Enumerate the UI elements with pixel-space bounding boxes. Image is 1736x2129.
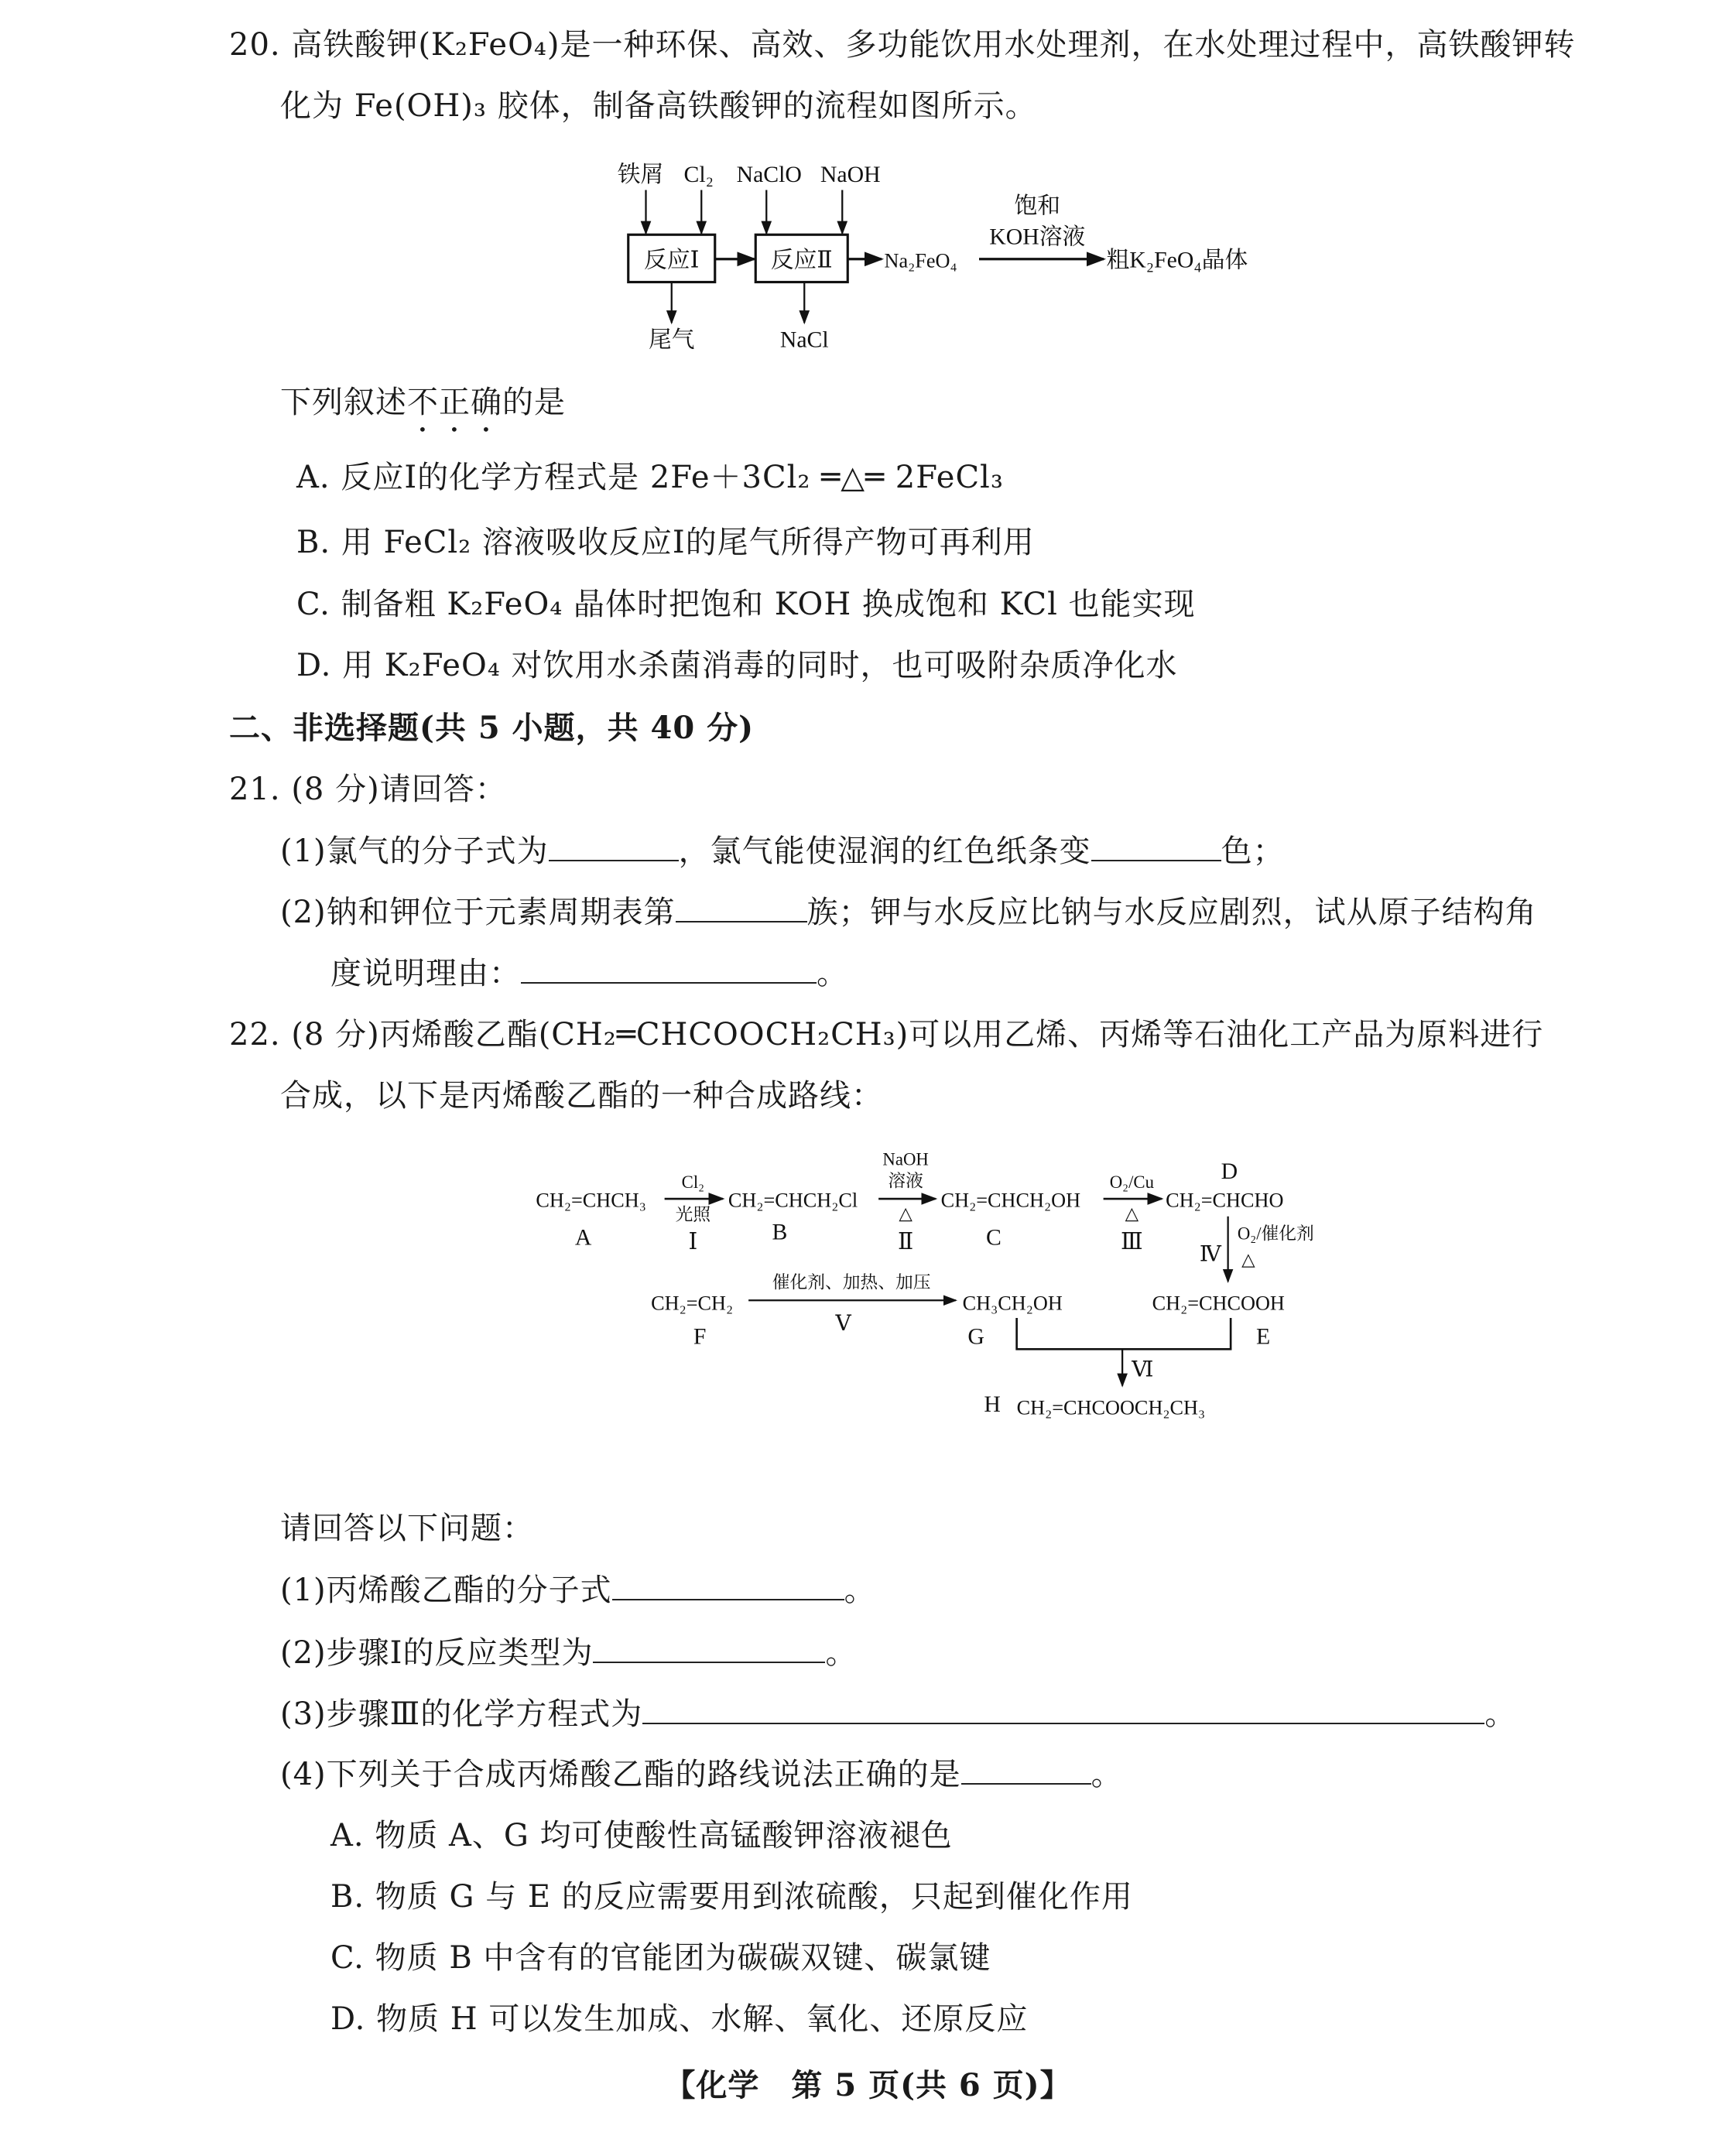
label-f: F (693, 1323, 707, 1350)
q22-p2-end: 。 (825, 1635, 858, 1671)
q22-option-b: B. 物质 G 与 E 的反应需要用到浓硫酸，只起到催化作用 (330, 1879, 1133, 1915)
compound-g: CH₃CH₂OH (962, 1292, 1063, 1315)
step1-reagent: Cl₂ (681, 1172, 705, 1192)
label-c: C (985, 1224, 1002, 1251)
compound-e: CH₂=CHCOOH (1152, 1292, 1285, 1315)
q22-line2: 合成，以下是丙烯酸乙酯的一种合成路线： (280, 1078, 883, 1114)
q21-title: 21. (8 分)请回答： (229, 772, 507, 807)
flow-reaction2-label: 反应Ⅱ (770, 247, 833, 273)
flow-product: 粗K₂FeO₄晶体 (1106, 247, 1248, 273)
q21-p2-text: (2)钠和钾位于元素周期表第 (280, 895, 676, 930)
q22-option-a: A. 物质 A、G 均可使酸性高锰酸钾溶液褪色 (330, 1818, 953, 1853)
q21-p1-text3: 色； (1221, 833, 1285, 869)
stem-emphasis: 不正确 (407, 385, 502, 420)
flow-tail-gas: 尾气 (648, 327, 695, 353)
answer-blank[interactable] (521, 954, 817, 984)
q21-p1-text: (1)氯气的分子式为 (280, 833, 549, 869)
q22-part1 (280, 1571, 876, 1610)
section-heading: 二、非选择题(共 5 小题，共 40 分) (229, 710, 755, 746)
flow-input-iron: 铁屑 (617, 162, 664, 187)
step4-label: Ⅳ (1199, 1242, 1221, 1267)
label-e: E (1256, 1323, 1271, 1350)
q22-p4-end: 。 (1091, 1757, 1123, 1792)
q22-part3 (280, 1695, 1516, 1734)
q21-p1-text2: ，氯气能使湿润的红色纸条变 (678, 833, 1091, 869)
q21-part2-reason (330, 954, 848, 993)
step2-label: Ⅱ (898, 1228, 914, 1254)
answer-blank[interactable] (1091, 832, 1221, 861)
q22-prompt: 请回答以下问题： (280, 1511, 534, 1546)
step3-reagent: O₂/Cu (1109, 1172, 1154, 1192)
step1-condition: 光照 (675, 1205, 711, 1224)
flow-input-cl2: Cl₂ (683, 162, 714, 187)
q22-p1-text: (1)丙烯酸乙酯的分子式 (280, 1573, 612, 1608)
answer-blank[interactable] (642, 1695, 1484, 1724)
compound-f: CH₂=CH₂ (651, 1292, 734, 1315)
step1-label: Ⅰ (688, 1228, 698, 1254)
stem-post: 的是 (502, 385, 566, 420)
q21-part2 (280, 893, 1537, 932)
q21-p2-end: 。 (817, 956, 848, 991)
compound-d: CH₂=CHCHO (1166, 1189, 1284, 1212)
answer-blank[interactable] (593, 1634, 825, 1663)
step2-reagent: NaOH (882, 1149, 929, 1169)
q20-line2: 化为 Fe(OH)₃ 胶体，制备高铁酸钾的流程如图所示。 (280, 88, 1037, 124)
q21-p2-text2: 族；钾与水反应比钠与水反应剧烈，试从原子结构角 (806, 895, 1537, 930)
q22-synthesis-scheme (529, 1139, 1349, 1432)
q22-p2-text: (2)步骤Ⅰ的反应类型为 (280, 1635, 594, 1671)
step5-condition: 催化剂、加热、加压 (772, 1272, 931, 1292)
q20-option-d: D. 用 K₂FeO₄ 对饮用水杀菌消毒的同时，也可吸附杂质净化水 (296, 648, 1178, 683)
step3-label: Ⅲ (1121, 1228, 1143, 1254)
q20-stem (280, 383, 566, 439)
q22-part4 (280, 1755, 1123, 1794)
compound-a: CH₂=CHCH₃ (536, 1189, 646, 1212)
step4-reagent: O₂/催化剂 (1237, 1224, 1314, 1244)
q20-option-c: C. 制备粗 K₂FeO₄ 晶体时把饱和 KOH 换成饱和 KCl 也能实现 (296, 587, 1196, 622)
flow-reaction1-label: 反应Ⅰ (644, 247, 700, 273)
q22-part2 (280, 1634, 857, 1672)
label-a: A (574, 1224, 592, 1251)
label-b: B (772, 1219, 788, 1245)
label-h: H (984, 1391, 1001, 1417)
page-footer: 【化学 第 5 页(共 6 页)】 (664, 2067, 1072, 2103)
answer-blank[interactable] (549, 832, 679, 861)
flow-cond-koh: KOH溶液 (989, 224, 1086, 250)
step2-heat: △ (899, 1203, 913, 1224)
q22-p1-end: 。 (844, 1573, 876, 1608)
compound-c: CH₂=CHCH₂OH (940, 1189, 1081, 1212)
stem-pre: 下列叙述 (280, 385, 407, 420)
q20-option-b: B. 用 FeCl₂ 溶液吸收反应Ⅰ的尾气所得产物可再利用 (296, 525, 1035, 560)
step3-heat: △ (1125, 1203, 1139, 1224)
step4-heat: △ (1241, 1249, 1255, 1269)
answer-blank[interactable] (961, 1755, 1091, 1785)
compound-h: CH₂=CHCOOCH₂CH₃ (1016, 1396, 1206, 1419)
q20-line1: 20. 高铁酸钾(K₂FeO₄)是一种环保、高效、多功能饮用水处理剂，在水处理过程中，高铁酸钾转 (229, 27, 1576, 63)
compound-b: CH₂=CHCH₂Cl (728, 1189, 858, 1212)
step2-reagent2: 溶液 (888, 1171, 923, 1191)
q22-option-c: C. 物质 B 中含有的官能团为碳碳双键、碳氯键 (330, 1940, 991, 1976)
q22-p3-text: (3)步骤Ⅲ的化学方程式为 (280, 1696, 643, 1732)
answer-blank[interactable] (612, 1571, 844, 1600)
q21-part1 (280, 832, 1285, 871)
q22-option-d: D. 物质 H 可以发生加成、水解、氧化、还原反应 (330, 2001, 1029, 2037)
flow-input-naclo: NaClO (736, 162, 802, 187)
flow-cond-saturated: 饱和 (1014, 193, 1061, 219)
label-d: D (1221, 1158, 1238, 1184)
answer-blank[interactable] (676, 893, 807, 922)
step5-label: Ⅴ (835, 1311, 851, 1336)
esterification-bracket (1017, 1318, 1231, 1349)
step6-label: Ⅵ (1132, 1357, 1154, 1382)
flow-input-naoh: NaOH (820, 162, 881, 187)
q20-option-a: A. 反应Ⅰ的化学方程式是 2Fe＋3Cl₂ ═△═ 2FeCl₃ (296, 460, 1004, 495)
q22-p3-end: 。 (1484, 1696, 1517, 1732)
label-g: G (967, 1323, 984, 1350)
q22-line1: 22. (8 分)丙烯酸乙酯(CH₂═CHCOOCH₂CH₃)可以用乙烯、丙烯等石油化工产品为原料进行 (229, 1017, 1544, 1053)
q22-p4-text: (4)下列关于合成丙烯酸乙酯的路线说法正确的是 (280, 1757, 961, 1792)
flow-na2feo4: Na₂FeO₄ (884, 249, 957, 272)
flow-nacl: NaCl (779, 327, 829, 353)
q21-p2-text3: 度说明理由： (330, 956, 521, 991)
q20-flowchart (597, 149, 1302, 366)
